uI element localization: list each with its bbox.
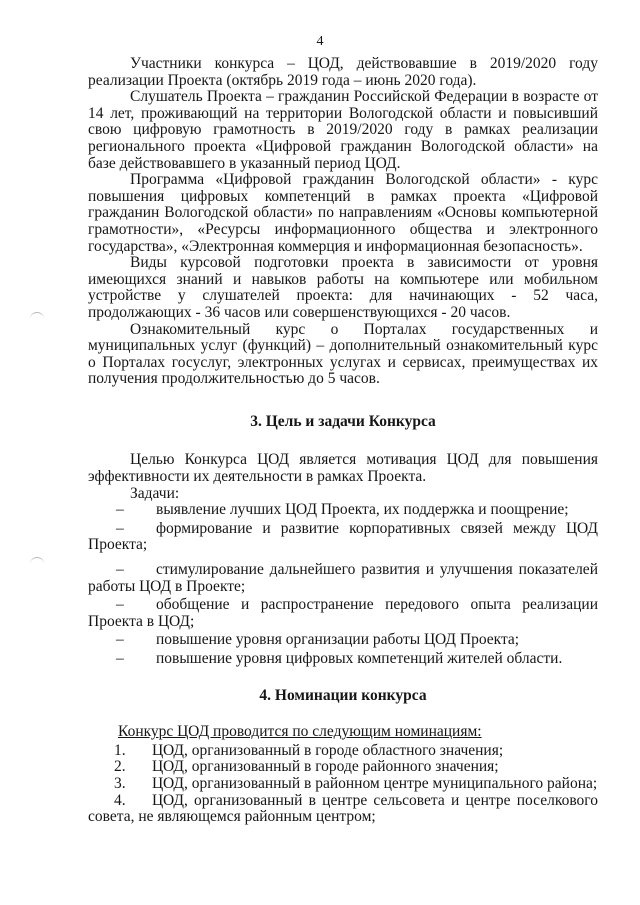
scan-margin-mark [30, 312, 44, 323]
list-dash: – [116, 631, 124, 649]
contest-goal: Целью Конкурса ЦОД является мотивация ЦОД для повышения эффективности их деятельности в рамках Проекта. [88, 451, 598, 486]
list-item [88, 502, 598, 519]
document-body [88, 56, 598, 826]
task-text: обобщение и распространение передового опыта реализации [156, 596, 598, 614]
list-number: 1. [114, 741, 126, 759]
nomination-text: ЦОД, организованный в районном центре муниципального района; [152, 774, 598, 792]
list-dash: – [116, 519, 124, 537]
task-text: формирование и развитие корпоративных связей между ЦОД [156, 519, 598, 537]
list-item [88, 793, 598, 826]
list-item [88, 521, 598, 554]
nomination-text: ЦОД, организованный в городе областного значения; [152, 741, 504, 759]
definition-program: Программа «Цифровой гражданин Вологодской области» - курс повышения цифровых компетенций в рамках проекта «Цифровой гражданин Вологодской области» по направлениям «Основы компьютерной грамотности», «Ресурсы информационного общества и электронного государства», «Электронная коммерция и информационная безопасность». [88, 171, 598, 255]
task-text-continuation: работы ЦОД в Проекте; [88, 577, 246, 595]
list-item [88, 562, 598, 595]
list-item [88, 632, 598, 649]
list-item [88, 743, 598, 760]
definition-intro-course: Ознакомительный курс о Порталах государственных и муниципальных услуг (функций) – дополнительный ознакомительный курс о Порталах госуслуг, электронных услугах и сервисах, преимуществах их получения продолжительностью до 5 часов. [88, 320, 598, 388]
scan-margin-mark [30, 557, 44, 568]
list-number: 4. [114, 791, 126, 809]
list-item [88, 597, 598, 630]
task-text: стимулирование дальнейшего развития и улучшения показателей [156, 561, 598, 579]
nominations-intro: Конкурс ЦОД проводится по следующим номинациям: [118, 723, 482, 741]
task-text-continuation: Проекта в ЦОД; [88, 612, 195, 630]
list-item [88, 651, 598, 668]
list-dash: – [116, 501, 124, 519]
task-text-continuation: Проекта; [88, 536, 148, 554]
definition-course-types: Виды курсовой подготовки проекта в зависимости от уровня имеющихся знаний и навыков работы на компьютере или мобильном устройстве у слушателей проекта: для начинающих - 52 часа, продолжающих - 36 часов или совершенствующихся - 20 часов. [88, 254, 598, 321]
section-3-heading: 3. Цель и задачи Конкурса [250, 412, 436, 430]
nomination-text: ЦОД, организованный в центре сельсовета и центре поселкового [152, 791, 598, 809]
task-text: выявление лучших ЦОД Проекта, их поддержка и поощрение; [156, 501, 569, 519]
task-text: повышение уровня организации работы ЦОД Проекта; [156, 631, 520, 649]
task-text: повышение уровня цифровых компетенций жителей области. [156, 650, 563, 667]
tasks-label: Задачи: [130, 484, 180, 502]
nomination-text: ЦОД, организованный в городе районного значения; [152, 758, 499, 776]
list-dash: – [116, 561, 124, 579]
list-item [88, 759, 598, 776]
list-number: 2. [114, 758, 126, 776]
list-number: 3. [114, 774, 126, 792]
list-item [88, 776, 598, 793]
list-dash: – [116, 650, 124, 667]
definition-listener: Слушатель Проекта – гражданин Российской Федерации в возрасте от 14 лет, проживающий на территории Вологодской области и повысивший свою цифровую грамотность в 2019/2020 году в рамках реализации регионального проекта «Цифровой гражданин Вологодской области» на базе действовавшего в указанный период ЦОД. [88, 88, 598, 172]
definition-participants: Участники конкурса – ЦОД, действовавшие в 2019/2020 году реализации Проекта (октябрь 2019 года – июнь 2020 года). [88, 55, 598, 89]
nomination-text-continuation: совета, не являющемся районным центром; [88, 808, 376, 826]
list-dash: – [116, 596, 124, 614]
page-number: 4 [316, 34, 324, 49]
section-4-heading: 4. Номинации конкурса [259, 686, 427, 704]
